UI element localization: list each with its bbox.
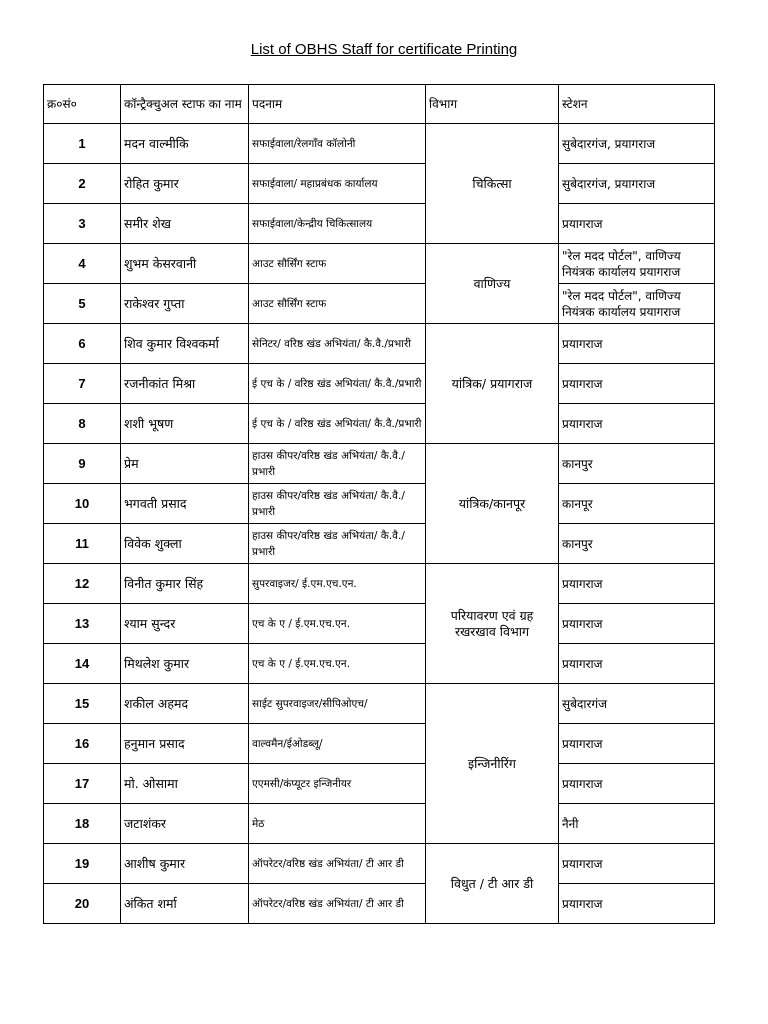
station-cell: सुबेदारगंज	[559, 684, 715, 724]
station-cell: कानपुर	[559, 524, 715, 564]
staff-name-cell: राकेश्वर गुप्ता	[121, 284, 249, 324]
department-cell: परियावरण एवं ग्रह रखरखाव विभाग	[426, 564, 559, 684]
designation-cell: एच के ए / ई.एम.एच.एन.	[249, 644, 426, 684]
header-staff-name: कॉन्ट्रैक्चुअल स्टाफ का नाम	[121, 85, 249, 124]
designation-cell: ऑपरेटर/वरिष्ठ खंड अभियंता/ टी आर डी	[249, 884, 426, 924]
serial-number-cell: 3	[44, 204, 121, 244]
station-cell: प्रयागराज	[559, 204, 715, 244]
table-row	[44, 484, 715, 524]
designation-cell: एच के ए / ई.एम.एच.एन.	[249, 604, 426, 644]
designation-cell: हाउस कीपर/वरिष्ठ खंड अभियंता/ कै.वै./प्रभारी	[249, 484, 426, 524]
designation-cell: ई एच के / वरिष्ठ खंड अभियंता/ कै.वै./प्रभारी	[249, 404, 426, 444]
department-cell: इन्जिनीरिंग	[426, 684, 559, 844]
designation-cell: सुपरवाइजर/ ई.एम.एच.एन.	[249, 564, 426, 604]
serial-number-cell: 6	[44, 324, 121, 364]
table-row	[44, 644, 715, 684]
station-cell: प्रयागराज	[559, 724, 715, 764]
table-row	[44, 284, 715, 324]
station-cell: कानपूर	[559, 484, 715, 524]
table-row	[44, 884, 715, 924]
serial-number-cell: 13	[44, 604, 121, 644]
table-row	[44, 204, 715, 244]
staff-name-cell: मदन वाल्मीकि	[121, 124, 249, 164]
table-header-row	[44, 85, 715, 124]
designation-cell: मेठ	[249, 804, 426, 844]
station-cell: "रेल मदद पोर्टल", वाणिज्य नियंत्रक कार्यालय प्रयागराज	[559, 244, 715, 284]
table-row	[44, 404, 715, 444]
station-cell: सुबेदारगंज, प्रयागराज	[559, 124, 715, 164]
department-cell: चिकित्सा	[426, 124, 559, 244]
staff-name-cell: भगवती प्रसाद	[121, 484, 249, 524]
staff-name-cell: शुभम केसरवानी	[121, 244, 249, 284]
staff-name-cell: शशी भूषण	[121, 404, 249, 444]
staff-name-cell: विवेक शुक्ला	[121, 524, 249, 564]
station-cell: प्रयागराज	[559, 404, 715, 444]
designation-cell: एएमसी/कंप्यूटर इन्जिनीयर	[249, 764, 426, 804]
station-cell: सुबेदारगंज, प्रयागराज	[559, 164, 715, 204]
staff-name-cell: विनीत कुमार सिंह	[121, 564, 249, 604]
staff-name-cell: मो. ओसामा	[121, 764, 249, 804]
designation-cell: सफाईवाला/ महाप्रबंधक कार्यालय	[249, 164, 426, 204]
station-cell: प्रयागराज	[559, 364, 715, 404]
table-row	[44, 764, 715, 804]
designation-cell: सफाईवाला/रेलगाँव कॉलोनी	[249, 124, 426, 164]
document-title: List of OBHS Staff for certificate Printing	[250, 41, 518, 58]
table-row	[44, 564, 715, 604]
staff-name-cell: अंकित शर्मा	[121, 884, 249, 924]
serial-number-cell: 20	[44, 884, 121, 924]
station-cell: नैनी	[559, 804, 715, 844]
table-row	[44, 604, 715, 644]
staff-name-cell: शिव कुमार विश्वकर्मा	[121, 324, 249, 364]
staff-name-cell: शकील अहमद	[121, 684, 249, 724]
serial-number-cell: 4	[44, 244, 121, 284]
designation-cell: ऑपरेटर/वरिष्ठ खंड अभियंता/ टी आर डी	[249, 844, 426, 884]
designation-cell: आउट सौर्सिंग स्टाफ	[249, 284, 426, 324]
serial-number-cell: 10	[44, 484, 121, 524]
serial-number-cell: 8	[44, 404, 121, 444]
table-row	[44, 844, 715, 884]
serial-number-cell: 15	[44, 684, 121, 724]
table-row	[44, 524, 715, 564]
staff-table	[43, 84, 715, 924]
serial-number-cell: 16	[44, 724, 121, 764]
serial-number-cell: 18	[44, 804, 121, 844]
serial-number-cell: 19	[44, 844, 121, 884]
serial-number-cell: 5	[44, 284, 121, 324]
table-row	[44, 444, 715, 484]
department-cell: विधुत / टी आर डी	[426, 844, 559, 924]
designation-cell: वाल्वमैन/ईओडब्लू/	[249, 724, 426, 764]
station-cell: प्रयागराज	[559, 644, 715, 684]
serial-number-cell: 1	[44, 124, 121, 164]
designation-cell: हाउस कीपर/वरिष्ठ खंड अभियंता/ कै.वै./प्रभारी	[249, 524, 426, 564]
station-cell: प्रयागराज	[559, 764, 715, 804]
station-cell: प्रयागराज	[559, 604, 715, 644]
table-row	[44, 724, 715, 764]
staff-name-cell: मिथलेश कुमार	[121, 644, 249, 684]
serial-number-cell: 7	[44, 364, 121, 404]
staff-name-cell: श्याम सुन्दर	[121, 604, 249, 644]
table-row	[44, 124, 715, 164]
staff-name-cell: आशीष कुमार	[121, 844, 249, 884]
staff-name-cell: समीर शेख	[121, 204, 249, 244]
designation-cell: हाउस कीपर/वरिष्ठ खंड अभियंता/ कै.वै./प्रभारी	[249, 444, 426, 484]
table-row	[44, 324, 715, 364]
header-department: विभाग	[426, 85, 559, 124]
staff-name-cell: प्रेम	[121, 444, 249, 484]
serial-number-cell: 14	[44, 644, 121, 684]
header-designation: पदनाम	[249, 85, 426, 124]
staff-name-cell: हनुमान प्रसाद	[121, 724, 249, 764]
table-row	[44, 364, 715, 404]
designation-cell: ई एच के / वरिष्ठ खंड अभियंता/ कै.वै./प्रभारी	[249, 364, 426, 404]
designation-cell: सफाईवाला/केन्द्रीय चिकित्सालय	[249, 204, 426, 244]
station-cell: प्रयागराज	[559, 564, 715, 604]
table-row	[44, 684, 715, 724]
designation-cell: साईट सुपरवाइजर/सीपिओएच/	[249, 684, 426, 724]
department-cell: यांत्रिक/कानपूर	[426, 444, 559, 564]
table-row	[44, 164, 715, 204]
staff-name-cell: जटाशंकर	[121, 804, 249, 844]
station-cell: प्रयागराज	[559, 884, 715, 924]
station-cell: प्रयागराज	[559, 324, 715, 364]
serial-number-cell: 9	[44, 444, 121, 484]
header-station: स्टेशन	[559, 85, 715, 124]
station-cell: कानपुर	[559, 444, 715, 484]
department-cell: वाणिज्य	[426, 244, 559, 324]
serial-number-cell: 11	[44, 524, 121, 564]
serial-number-cell: 17	[44, 764, 121, 804]
department-cell: यांत्रिक/ प्रयागराज	[426, 324, 559, 444]
header-serial-number: क्र०सं०	[44, 85, 121, 124]
serial-number-cell: 12	[44, 564, 121, 604]
table-row	[44, 244, 715, 284]
designation-cell: आउट सौर्सिंग स्टाफ	[249, 244, 426, 284]
station-cell: "रेल मदद पोर्टल", वाणिज्य नियंत्रक कार्यालय प्रयागराज	[559, 284, 715, 324]
staff-name-cell: रजनीकांत मिश्रा	[121, 364, 249, 404]
staff-name-cell: रोहित कुमार	[121, 164, 249, 204]
table-row	[44, 804, 715, 844]
designation-cell: सेनिटर/ वरिष्ठ खंड अभियंता/ कै.वै./प्रभारी	[249, 324, 426, 364]
station-cell: प्रयागराज	[559, 844, 715, 884]
serial-number-cell: 2	[44, 164, 121, 204]
